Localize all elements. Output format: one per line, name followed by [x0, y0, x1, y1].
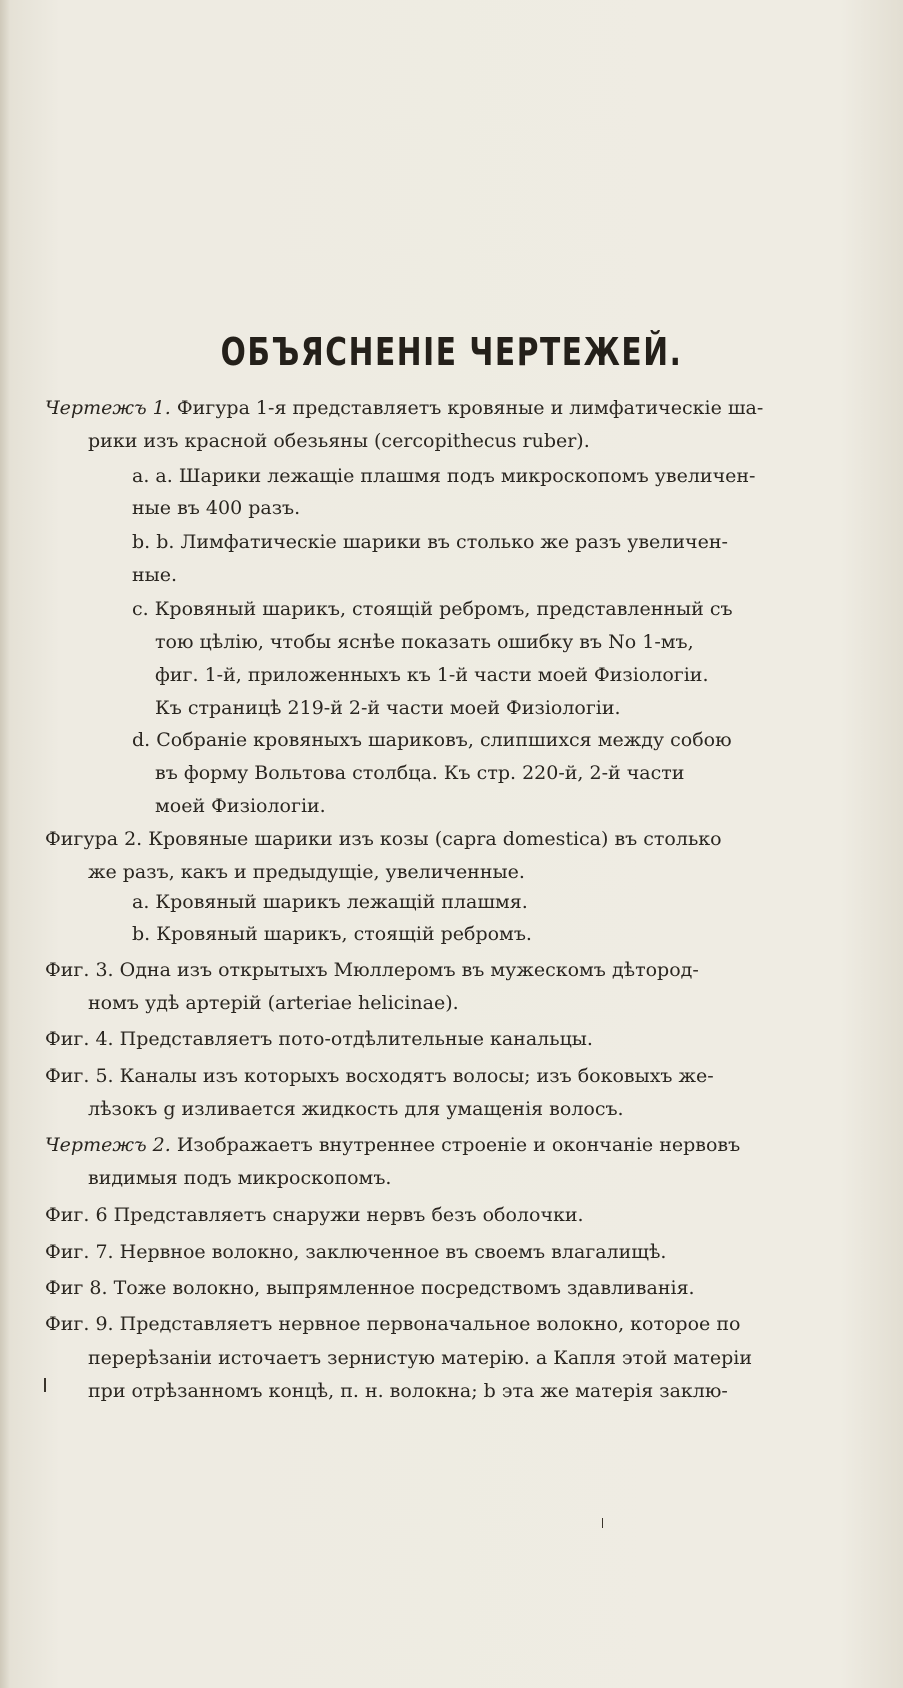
text-line — [45, 396, 763, 420]
text-line — [132, 563, 177, 587]
line-text: Фиг. 6 Представляетъ снаружи нервъ безъ оболочки. — [45, 1204, 584, 1226]
line-text: Фигура 2. Кровяные шарики изъ козы (capra domestica) въ столько — [45, 828, 722, 850]
line-text: Фиг. 9. Представляетъ нервное первоначальное волокно, которое по — [45, 1313, 741, 1335]
text-line — [155, 696, 621, 720]
drawing-label: Чертежъ 1. — [45, 397, 171, 419]
page-fold-shadow — [0, 0, 10, 1688]
text-line — [132, 890, 528, 914]
line-text: a. a. Шарики лежащiе плашмя подъ микроскопомъ увеличен- — [132, 465, 756, 487]
line-text: видимыя подъ микроскопомъ. — [88, 1167, 392, 1189]
text-line — [88, 991, 459, 1015]
line-text: номъ удѣ артерiй (arteriae helicinae). — [88, 992, 459, 1014]
text-line — [132, 464, 755, 488]
line-text: при отрѣзанномъ концѣ, п. н. волокна; b эта же матерiя заклю- — [88, 1380, 728, 1402]
line-text: Фиг. 7. Нервное волокно, заключенное въ своемъ влагалищѣ. — [45, 1241, 667, 1263]
text-line — [132, 496, 300, 520]
text-line — [88, 1097, 624, 1121]
line-text: Фиг. 4. Представляетъ пото-отдѣлительные канальцы. — [45, 1028, 593, 1050]
line-text: тою цѣлiю, чтобы яснѣе показать ошибку въ No 1-мъ, — [155, 631, 694, 653]
line-text: c. Кровяный шарикъ, стоящiй ребромъ, представленный съ — [132, 598, 733, 620]
text-line — [88, 860, 525, 884]
text-line — [45, 1027, 593, 1051]
ink-speck — [44, 1378, 46, 1392]
text-line — [45, 827, 722, 851]
line-text: a. Кровяный шарикъ лежащiй плашмя. — [132, 891, 528, 913]
text-line — [45, 1203, 584, 1227]
drawing-label: Чертежъ 2. — [45, 1134, 171, 1156]
page-title: ОБЪЯСНЕНIЕ ЧЕРТЕЖЕЙ. — [220, 330, 683, 374]
text-line — [132, 728, 732, 752]
line-text: Къ страницѣ 219-й 2-й части моей Физiологiи. — [155, 697, 621, 719]
line-text: же разъ, какъ и предыдущiе, увеличенные. — [88, 861, 525, 883]
ink-speck — [602, 1518, 603, 1528]
line-text: Фигура 1-я представляетъ кровяные и лимфатическiе ша- — [170, 397, 764, 419]
line-text: ные. — [132, 564, 178, 586]
line-text: Фиг. 5. Каналы изъ которыхъ восходятъ волосы; изъ боковыхъ же- — [45, 1065, 714, 1087]
text-line — [88, 1346, 752, 1370]
line-text: моей Физiологiи. — [155, 795, 326, 817]
line-text: лѣзокъ g изливается жидкость для умащенiя волосъ. — [88, 1098, 624, 1120]
text-line — [155, 630, 694, 654]
line-text: въ форму Вольтова столбца. Къ стр. 220-й, 2-й части — [155, 762, 685, 784]
text-line — [155, 761, 684, 785]
line-text: b. Кровяный шарикъ, стоящiй ребромъ. — [132, 923, 532, 945]
text-line — [45, 1276, 695, 1300]
text-line — [88, 429, 590, 453]
line-text: фиг. 1-й, приложенныхъ къ 1-й части моей Физiологiи. — [155, 664, 709, 686]
text-line — [132, 530, 728, 554]
line-text: рики изъ красной обезьяны (cercopithecus ruber). — [88, 430, 590, 452]
text-line — [132, 922, 532, 946]
line-text: b. b. Лимфатическiе шарики въ столько же разъ увеличен- — [132, 531, 728, 553]
text-line — [155, 663, 709, 687]
text-line — [45, 1240, 666, 1264]
line-text: d. Собранiе кровяныхъ шариковъ, слипшихся между собою — [132, 729, 732, 751]
text-line — [88, 1166, 391, 1190]
text-line — [88, 1379, 728, 1403]
text-line — [132, 597, 733, 621]
text-line — [45, 1133, 740, 1157]
text-line — [45, 1312, 740, 1336]
text-line — [45, 1064, 714, 1088]
line-text: Изображаетъ внутреннее строенiе и окончанiе нервовъ — [170, 1134, 741, 1156]
line-text: Фиг. 3. Одна изъ открытыхъ Мюллеромъ въ мужескомъ дѣтород- — [45, 959, 699, 981]
text-line — [45, 958, 699, 982]
line-text: ные въ 400 разъ. — [132, 497, 301, 519]
text-line — [155, 794, 326, 818]
line-text: Фиг 8. Тоже волокно, выпрямленное посредствомъ здавливанiя. — [45, 1277, 695, 1299]
line-text: перерѣзанiи источаетъ зернистую матерiю. a Капля этой матерiи — [88, 1347, 753, 1369]
